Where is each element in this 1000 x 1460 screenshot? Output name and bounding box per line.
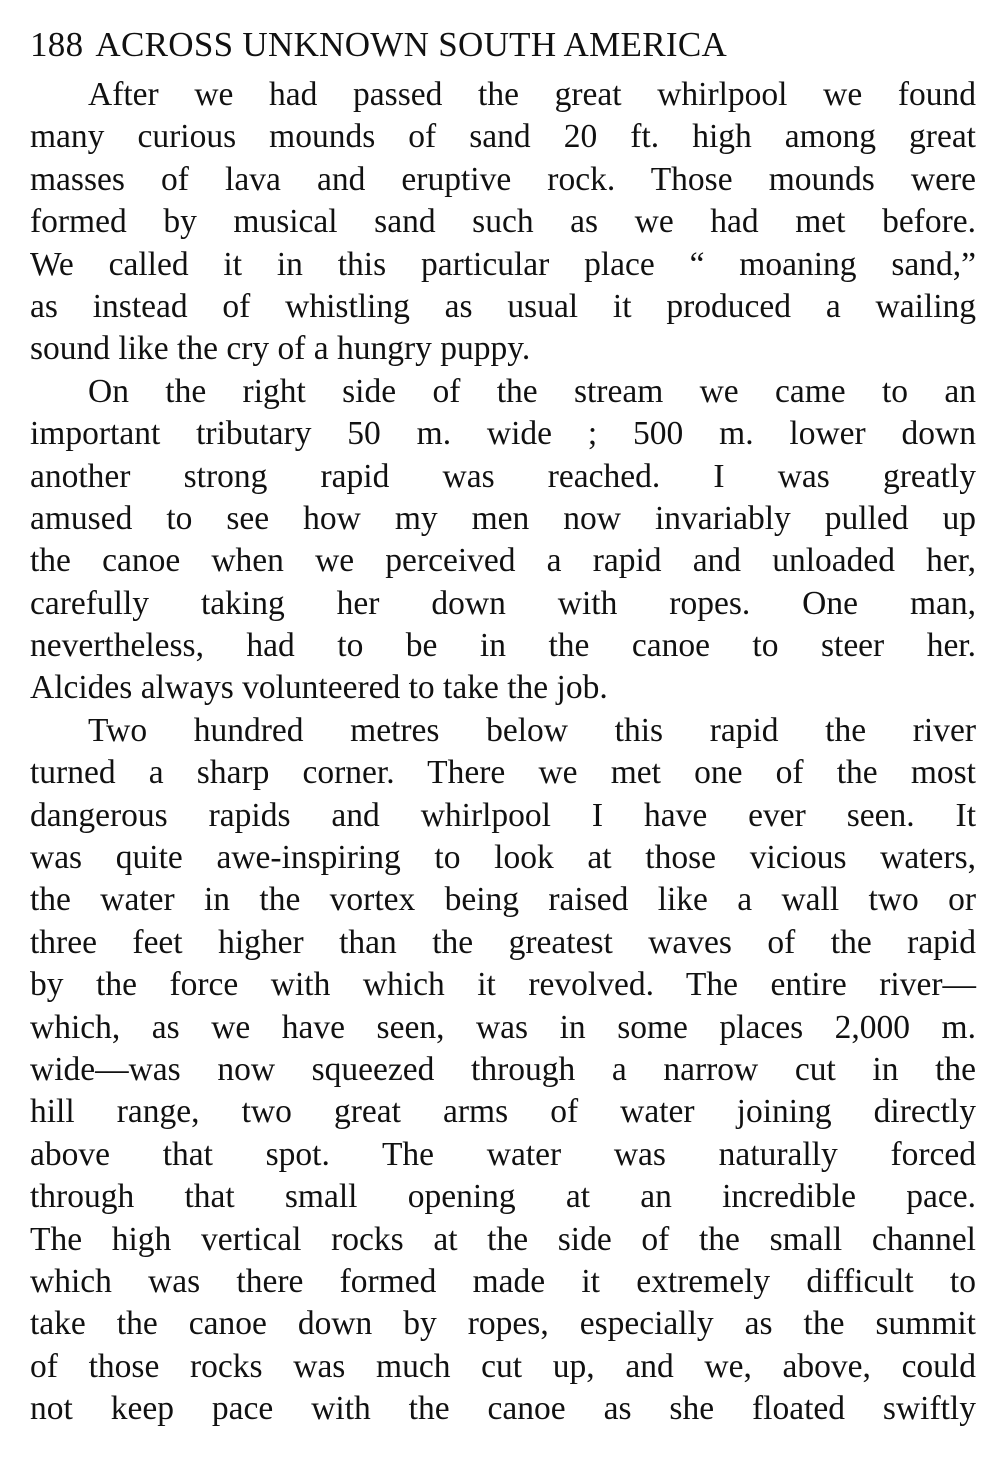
- book-page: [30, 20, 976, 1431]
- text-line: which, as we have seen, was in some places 2,000 m.: [30, 1008, 976, 1046]
- text-line: the water in the vortex being raised like a wall two or: [30, 881, 976, 919]
- text-line: three feet higher than the greatest waves of the rapid: [30, 923, 976, 961]
- text-line: nevertheless, had to be in the canoe to steer her.: [30, 627, 976, 665]
- text-line: We called it in this particular place “ moaning sand,”: [30, 245, 976, 283]
- paragraph-1: [30, 74, 976, 371]
- text-line: another strong rapid was reached. I was greatly: [30, 457, 976, 495]
- text-line: which was there formed made it extremely difficult to: [30, 1262, 976, 1300]
- body-text: [30, 74, 976, 1431]
- text-line: above that spot. The water was naturally forced: [30, 1135, 976, 1173]
- text-line: dangerous rapids and whirlpool I have ever seen. It: [30, 796, 976, 834]
- text-line: take the canoe down by ropes, especially as the summit: [30, 1305, 976, 1343]
- page-number: 188: [30, 25, 84, 64]
- running-title: ACROSS UNKNOWN SOUTH AMERICA: [95, 25, 728, 64]
- text-line: the canoe when we perceived a rapid and unloaded her,: [30, 542, 976, 580]
- text-line: was quite awe-inspiring to look at those vicious waters,: [30, 839, 976, 877]
- text-line: sound like the cry of a hungry puppy.: [30, 330, 531, 368]
- text-line: through that small opening at an incredible pace.: [30, 1178, 976, 1216]
- paragraph-2: [30, 371, 976, 710]
- text-line: wide—was now squeezed through a narrow cut in the: [30, 1050, 976, 1088]
- text-line: masses of lava and eruptive rock. Those mounds were: [30, 160, 976, 198]
- text-line: hill range, two great arms of water joining directly: [30, 1093, 976, 1131]
- text-line: On the right side of the stream we came to an: [88, 372, 976, 410]
- text-line: formed by musical sand such as we had met before.: [30, 203, 976, 241]
- text-line: After we had passed the great whirlpool we found: [88, 76, 976, 113]
- text-line: The high vertical rocks at the side of the small channel: [30, 1220, 976, 1258]
- text-line: as instead of whistling as usual it produced a wailing: [30, 287, 976, 325]
- text-line: carefully taking her down with ropes. One man,: [30, 584, 976, 622]
- text-line: turned a sharp corner. There we met one of the most: [30, 754, 976, 792]
- paragraph-3: [30, 710, 976, 1431]
- text-line: by the force with which it revolved. The entire river—: [30, 966, 976, 1004]
- text-line: not keep pace with the canoe as she floated swiftly: [30, 1390, 976, 1428]
- text-line: important tributary 50 m. wide ; 500 m. lower down: [30, 415, 976, 453]
- text-line: amused to see how my men now invariably pulled up: [30, 499, 976, 537]
- text-line: Alcides always volunteered to take the job.: [30, 669, 608, 707]
- text-line: Two hundred metres below this rapid the river: [88, 711, 976, 749]
- running-header: [30, 20, 976, 70]
- text-line: many curious mounds of sand 20 ft. high among great: [30, 118, 976, 156]
- text-line: of those rocks was much cut up, and we, above, could: [30, 1347, 976, 1385]
